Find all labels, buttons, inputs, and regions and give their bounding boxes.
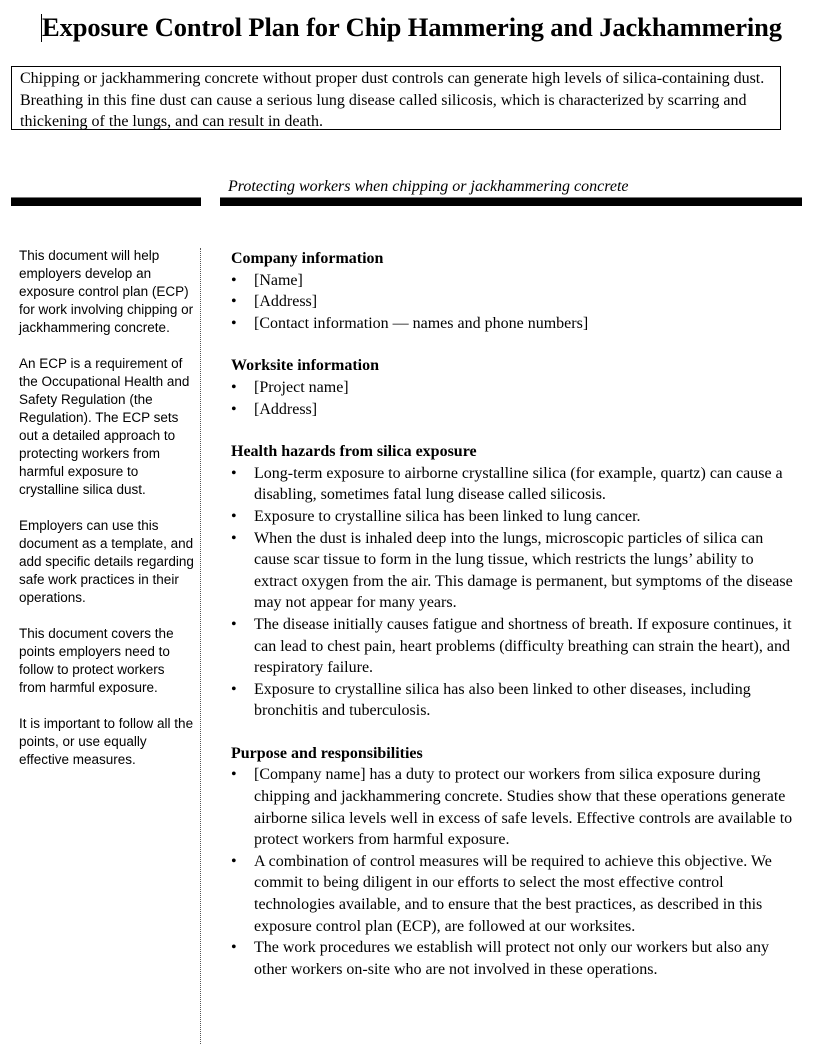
bullet-icon: • <box>231 680 237 698</box>
column-divider <box>200 248 201 1044</box>
list-item-text: Exposure to crystalline silica has also been linked to other diseases, including bronchitis and tuberculosis. <box>254 680 751 720</box>
list-item <box>231 506 796 528</box>
list-item-text: [Name] <box>254 271 303 289</box>
list-item <box>231 937 796 980</box>
list-item <box>231 399 796 421</box>
list-item-text: When the dust is inhaled deep into the lungs, microscopic particles of silica can cause scar tissue to form in the lung tissue, which restricts the lungs’ ability to extract oxygen from the air. This damage is permanent, but symptoms of the disease may not appear for many years. <box>254 529 793 612</box>
banner-bar-right <box>220 197 802 206</box>
bullet-icon: • <box>231 293 237 311</box>
list-item-text: [Address] <box>254 293 318 311</box>
list-item-text: [Project name] <box>254 378 349 396</box>
list-item <box>231 764 796 850</box>
banner-subtitle: Protecting workers when chipping or jackhammering concrete <box>228 178 629 195</box>
list-item-text: Exposure to crystalline silica has been linked to lung cancer. <box>254 507 641 525</box>
bullet-icon: • <box>231 939 237 957</box>
section-heading: Company information <box>231 250 384 267</box>
list-item-text: The work procedures we establish will protect not only our workers but also any other workers on-site who are not involved in these operations. <box>254 939 769 978</box>
sidebar <box>19 247 195 787</box>
bullet-icon: • <box>231 314 237 332</box>
section-purpose-responsibilities <box>231 743 796 981</box>
list-item <box>231 270 796 292</box>
bullet-icon: • <box>231 400 237 418</box>
list-item <box>231 291 796 313</box>
sidebar-paragraph: This document covers the points employers need to follow to protect workers from harmful exposure. <box>19 626 174 695</box>
bullet-icon: • <box>231 766 237 784</box>
bullet-icon: • <box>231 271 237 289</box>
sidebar-paragraph: Employers can use this document as a template, and add specific details regarding safe work practices in their operations. <box>19 518 194 605</box>
section-worksite-information <box>231 355 796 420</box>
section-heading: Purpose and responsibilities <box>231 744 423 762</box>
list-item-text: The disease initially causes fatigue and shortness of breath. If exposure continues, it can lead to chest pain, heart problems (difficulty breathing can strain the heart), and respiratory failure. <box>254 615 792 677</box>
bullet-icon: • <box>231 529 237 547</box>
bullet-list <box>231 270 796 335</box>
sidebar-paragraph: This document will help employers develop an exposure control plan (ECP) for work involving chipping or jackhammering concrete. <box>19 248 194 335</box>
intro-box: Chipping or jackhammering concrete without proper dust controls can generate high levels of silica-containing dust. Breathing in this fine dust can cause a serious lung disease called silicosis, which is characterized by scarring and thickening of the lungs, and can result in death. <box>11 66 781 130</box>
bullet-icon: • <box>231 378 237 396</box>
list-item <box>231 463 796 506</box>
list-item <box>231 528 796 614</box>
list-item <box>231 679 796 722</box>
document-title: Exposure Control Plan for Chip Hammering and Jackhammering <box>42 12 782 42</box>
list-item <box>231 851 796 937</box>
bullet-icon: • <box>231 464 237 482</box>
list-item-text: Long-term exposure to airborne crystalline silica (for example, quartz) can cause a disabling, sometimes fatal lung disease called silicosis. <box>254 464 783 504</box>
list-item <box>231 313 796 335</box>
list-item-text: [Company name] has a duty to protect our workers from silica exposure during chipping and jackhammering concrete. Studies show that these operations generate airborne silica levels well in excess of safe levels. Effective controls are available to protect workers from harmful exposure. <box>254 766 793 849</box>
bullet-icon: • <box>231 507 237 525</box>
bullet-icon: • <box>231 615 237 633</box>
list-item-text: [Contact information — names and phone numbers] <box>254 314 589 332</box>
sidebar-paragraph: It is important to follow all the points, or use equally effective measures. <box>19 716 194 767</box>
bullet-icon: • <box>231 852 237 870</box>
banner-bar-left <box>11 197 201 206</box>
list-item-text: A combination of control measures will be required to achieve this objective. We commit to being diligent in our efforts to select the most effective control technologies available, and to ensure that the best practices, as described in this exposure control plan (ECP), are followed at our worksites. <box>254 852 772 935</box>
list-item <box>231 614 796 679</box>
section-heading: Health hazards from silica exposure <box>231 443 477 461</box>
sidebar-paragraph: An ECP is a requirement of the Occupational Health and Safety Regulation (the Regulation). The ECP sets out a detailed approach to protecting workers from harmful exposure to crystalline silica dust. <box>19 356 190 497</box>
section-health-hazards <box>231 441 796 722</box>
section-company-information <box>231 248 796 334</box>
bullet-list <box>231 764 796 980</box>
bullet-list <box>231 463 796 722</box>
list-item-text: [Address] <box>254 400 318 418</box>
section-heading: Worksite information <box>231 357 379 375</box>
main-content <box>231 248 796 1001</box>
bullet-list <box>231 377 796 420</box>
list-item <box>231 377 796 399</box>
